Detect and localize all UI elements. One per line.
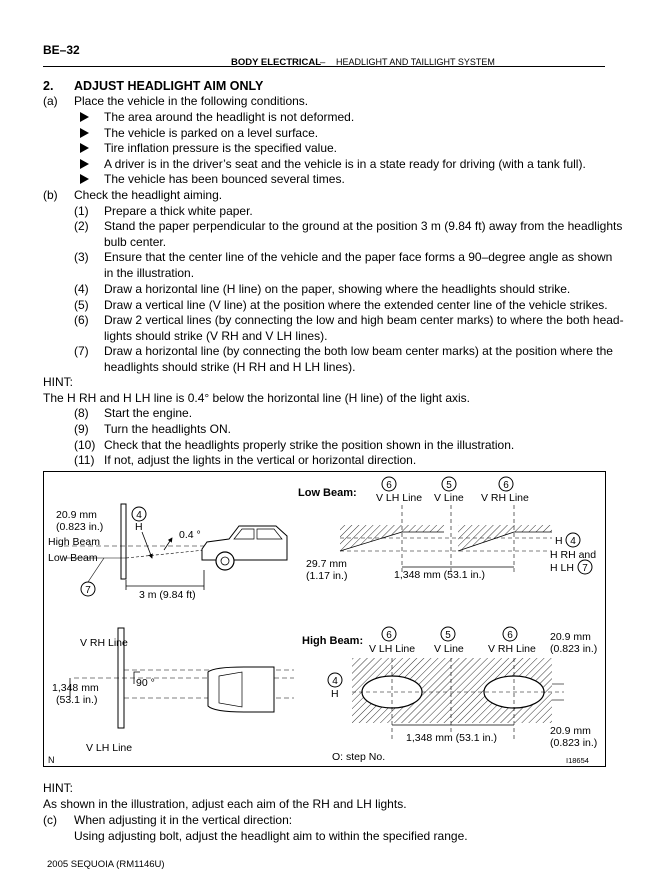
- step-item-text: Draw a vertical line (V line) at the position where the extended center line of the vehicle strikes.: [104, 298, 608, 312]
- page-number: BE–32: [43, 43, 80, 57]
- paper-screen: [121, 504, 126, 579]
- step-number: 2.: [43, 79, 54, 93]
- bullet-icon: [80, 128, 89, 138]
- subsection-title: HEADLIGHT AND TAILLIGHT SYSTEM: [336, 57, 495, 67]
- step-item-number: (11): [74, 453, 95, 467]
- bullet-icon: [80, 112, 89, 122]
- label-in: (0.823 in.): [56, 521, 104, 533]
- label-in: (0.823 in.): [550, 737, 598, 749]
- label-v-rh-line: V RH Line: [481, 492, 529, 504]
- label-mm: 1,348 mm: [52, 682, 99, 694]
- label-in: (53.1 in.): [56, 694, 98, 706]
- figure-id: I18654: [566, 756, 589, 765]
- step-item-text: in the illustration.: [104, 266, 195, 280]
- label-v-lh-line: V LH Line: [86, 742, 133, 754]
- label-v-rh-line: V RH Line: [488, 643, 536, 655]
- circle-number: 4: [570, 536, 576, 547]
- label-h: H: [555, 535, 563, 547]
- bullet-item: A driver is in the driver’s seat and the vehicle is in a state ready for driving (with a tank full).: [104, 157, 586, 171]
- step-item-text: Stand the paper perpendicular to the ground at the position 3 m (9.84 ft) away from the headlights: [104, 219, 623, 233]
- label-mm: 29.7 mm: [306, 558, 347, 570]
- header-rule: [43, 66, 605, 67]
- label-v-line: V Line: [434, 492, 464, 504]
- step-item-number: (2): [74, 219, 89, 233]
- circle-number: 4: [332, 676, 338, 687]
- step-item-text: headlights should strike (H RH and H LH lines).: [104, 360, 356, 374]
- step-item-text: Check that the headlights properly strike the position shown in the illustration.: [104, 438, 515, 452]
- label-h: H: [331, 688, 339, 700]
- step-item-text: Draw a horizontal line (H line) on the paper, showing where the headlights should strike.: [104, 282, 571, 296]
- circle-number: 4: [136, 510, 142, 521]
- label-h-lh: H LH: [550, 562, 574, 574]
- bullet-item: The vehicle is parked on a level surface.: [104, 126, 319, 140]
- label-in: (0.823 in.): [550, 643, 598, 655]
- hint-label: HINT:: [43, 781, 73, 795]
- side-view: [64, 504, 287, 596]
- vehicle-wheel: [216, 552, 234, 570]
- label-angle: 0.4 °: [179, 529, 201, 541]
- item-c-label: (c): [43, 813, 57, 827]
- step-title: ADJUST HEADLIGHT AIM ONLY: [74, 79, 264, 93]
- hint-text: As shown in the illustration, adjust each aim of the RH and LH lights.: [43, 797, 407, 811]
- aiming-diagram-svg: [44, 472, 605, 766]
- label-mm: 20.9 mm: [550, 631, 591, 643]
- vehicle-body: [202, 526, 287, 560]
- bullet-item: Tire inflation pressure is the specified value.: [104, 141, 338, 155]
- item-c-text: When adjusting it in the vertical direction:: [74, 813, 293, 827]
- step-item-text: Draw a horizontal line (by connecting the both low beam center marks) at the position where the: [104, 344, 613, 358]
- bullet-icon: [80, 159, 89, 169]
- aiming-illustration: [43, 471, 606, 767]
- step-item-text: bulb center.: [104, 235, 167, 249]
- vehicle-top: [208, 667, 274, 712]
- footer: 2005 SEQUOIA (RM1146U): [47, 859, 165, 870]
- low-beam-title: Low Beam:: [298, 487, 357, 499]
- label-mm: 20.9 mm: [56, 509, 97, 521]
- label-in: (1.17 in.): [306, 570, 348, 582]
- item-a-text: Place the vehicle in the following conditions.: [74, 94, 309, 108]
- bullet-icon: [80, 174, 89, 184]
- item-a-label: (a): [43, 94, 58, 108]
- circle-number: 6: [507, 630, 513, 641]
- item-c-sub: Using adjusting bolt, adjust the headlight aim to within the specified range.: [74, 829, 468, 843]
- step-item-number: (3): [74, 250, 89, 264]
- circle-number: 6: [386, 630, 392, 641]
- bullet-item: The area around the headlight is not deformed.: [104, 110, 355, 124]
- h-arrow: [142, 532, 152, 558]
- step-item-number: (10): [74, 438, 96, 452]
- label-v-line: V Line: [434, 643, 464, 655]
- step-item-number: (4): [74, 282, 89, 296]
- label-v-lh-line: V LH Line: [369, 643, 416, 655]
- hint-text: The H RH and H LH line is 0.4° below the horizontal line (H line) of the light axis.: [43, 391, 471, 405]
- step-item-text: Start the engine.: [104, 406, 193, 420]
- label-mm: 20.9 mm: [550, 725, 591, 737]
- label-distance: 3 m (9.84 ft): [139, 589, 196, 601]
- header-dash: –: [320, 57, 326, 68]
- circle-number: 7: [85, 585, 91, 596]
- step-item-text: Ensure that the center line of the vehicle and the paper face forms a 90–degree angle as shown: [104, 250, 613, 264]
- label-v-rh-line: V RH Line: [80, 637, 128, 649]
- hint-label: HINT:: [43, 375, 73, 389]
- step-item-number: (7): [74, 344, 89, 358]
- bullet-item: The vehicle has been bounced several times.: [104, 172, 345, 186]
- label-high-beam: High Beam: [48, 536, 100, 548]
- step-item-number: (6): [74, 313, 89, 327]
- angle-arrow: [164, 538, 172, 550]
- step-item-number: (5): [74, 298, 89, 312]
- step-item-text: Prepare a thick white paper.: [104, 204, 253, 218]
- step-item-number: (1): [74, 204, 89, 218]
- label-step-note: O: step No.: [332, 751, 386, 763]
- step-item-text: Draw 2 vertical lines (by connecting the low and high beam center marks) to where the both head-: [104, 313, 624, 327]
- label-width: 1,348 mm (53.1 in.): [406, 732, 498, 744]
- label-width: 1,348 mm (53.1 in.): [394, 569, 486, 581]
- high-beam-title: High Beam:: [302, 635, 364, 647]
- circle-number: 5: [445, 630, 451, 641]
- step-item-text: If not, adjust the lights in the vertical or horizontal direction.: [104, 453, 417, 467]
- label-low-beam: Low Beam: [48, 552, 98, 564]
- circle-number: 6: [503, 480, 509, 491]
- label-h: H: [135, 521, 143, 533]
- step-item-number: (8): [74, 406, 89, 420]
- circle-number: 7: [582, 563, 588, 574]
- step-item-number: (9): [74, 422, 89, 436]
- label-angle: 90 °: [136, 677, 155, 689]
- label-h-rh: H RH and: [550, 549, 597, 561]
- item-b-text: Check the headlight aiming.: [74, 188, 223, 202]
- bullet-icon: [80, 143, 89, 153]
- step-item-text: Turn the headlights ON.: [104, 422, 231, 436]
- label-v-lh-line: V LH Line: [376, 492, 423, 504]
- circle-number: 6: [386, 480, 392, 491]
- item-b-label: (b): [43, 188, 58, 202]
- label-n: N: [48, 755, 55, 765]
- circle-number: 5: [446, 480, 452, 491]
- step-item-text: lights should strike (V RH and V LH lines).: [104, 329, 328, 343]
- section-title: BODY ELECTRICAL: [231, 57, 322, 68]
